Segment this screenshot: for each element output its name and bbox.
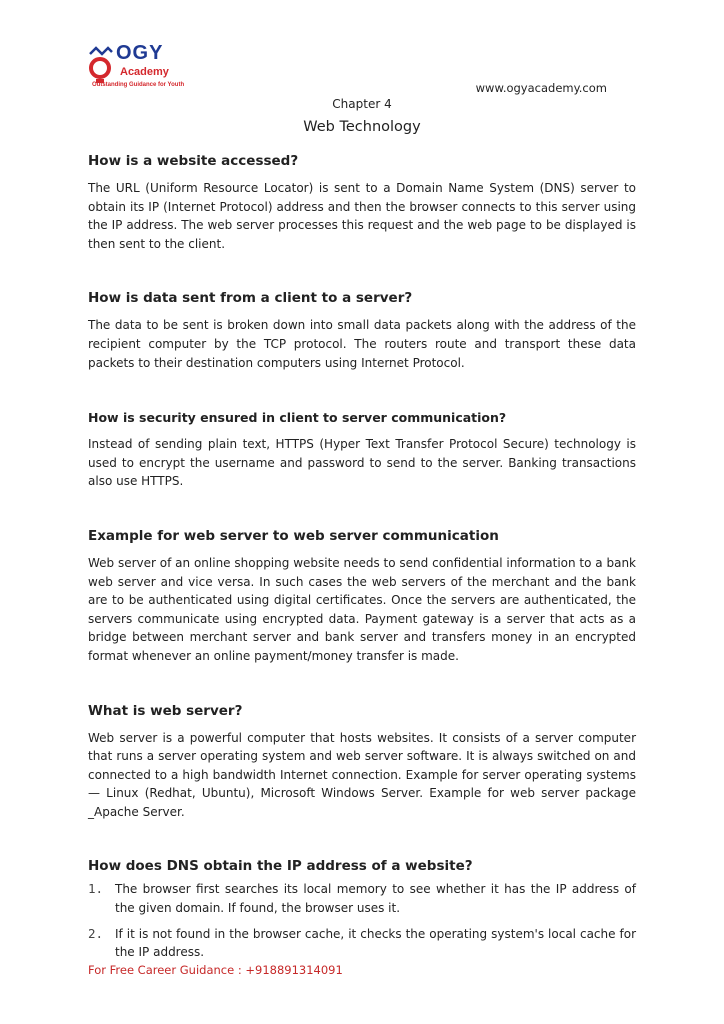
list-number: 1. [88, 881, 104, 897]
section-heading: How is data sent from a client to a server? [88, 290, 413, 307]
section-heading: How does DNS obtain the IP address of a website? [88, 858, 473, 875]
section-server-to-server [88, 528, 636, 666]
section-body: The data to be sent is broken down into small data packets along with the address of the recipient computer by the TCP protocol. The routers route and transport these data packets to their destination computers using Internet Protocol. [88, 318, 636, 370]
list-item [88, 925, 636, 962]
logo-tagline: Outstanding Guidance for Youth [92, 82, 185, 88]
logo-text: OGY [116, 42, 164, 64]
list-number: 2. [88, 925, 104, 941]
chapter-number: Chapter 4 [332, 97, 392, 111]
logo-subtext: Academy [120, 66, 169, 78]
section-client-to-server [88, 290, 636, 372]
section-body: Web server is a powerful computer that hosts websites. It consists of a server computer that runs a server operating system and web server software. It is always switched on and connected to a high bandwidth Internet connection. Example for server operating systems — Linux (Redhat, Ubuntu), Microsoft Windows Server. Example for web server package _Apache Server. [88, 730, 636, 819]
site-url: www.ogyacademy.com [475, 81, 607, 95]
section-security [88, 409, 636, 491]
section-web-server [88, 703, 636, 822]
list-text: The browser first searches its local memory to see whether it has the IP address of the given domain. If found, the browser uses it. [115, 882, 636, 916]
list-item [88, 880, 636, 917]
ogy-academy-logo [86, 42, 196, 94]
section-heading: What is web server? [88, 702, 243, 719]
footer-contact: For Free Career Guidance : +918891314091 [88, 963, 343, 977]
section-heading: How is a website accessed? [88, 153, 299, 169]
section-body: Instead of sending plain text, HTTPS (Hyper Text Transfer Protocol Secure) technology is used to encrypt the username and password to send to the server. Banking transactions also use HTTPS. [88, 437, 636, 489]
document-content [88, 153, 636, 969]
dns-steps-list [88, 880, 636, 961]
chapter-title: Web Technology [303, 119, 421, 135]
list-text: If it is not found in the browser cache, it checks the operating system's local cache for the IP address. [115, 926, 636, 960]
section-body: Web server of an online shopping website needs to send confidential information to a bank web server and vice versa. In such cases the web servers of the merchant and the bank are to be authenticated using digital certificates. Once the servers are authenticated, the servers communicate using encrypted data. Payment gateway is a server that acts as a bridge between merchant server and bank server and transfers money in an encrypted format whenever an online payment/money transfer is made. [88, 555, 636, 663]
section-dns [88, 858, 636, 961]
section-website-access [88, 153, 636, 253]
section-heading: Example for web server to web server communication [88, 527, 499, 544]
logo-mark-icon [86, 46, 116, 86]
section-heading: How is security ensured in client to server communication? [88, 410, 507, 426]
section-body: The URL (Uniform Resource Locator) is sent to a Domain Name System (DNS) server to obtain its IP (Internet Protocol) address and then the browser connects to this server using the IP address. The web server processes this request and the web page to be displayed is then sent to the client. [88, 181, 636, 251]
